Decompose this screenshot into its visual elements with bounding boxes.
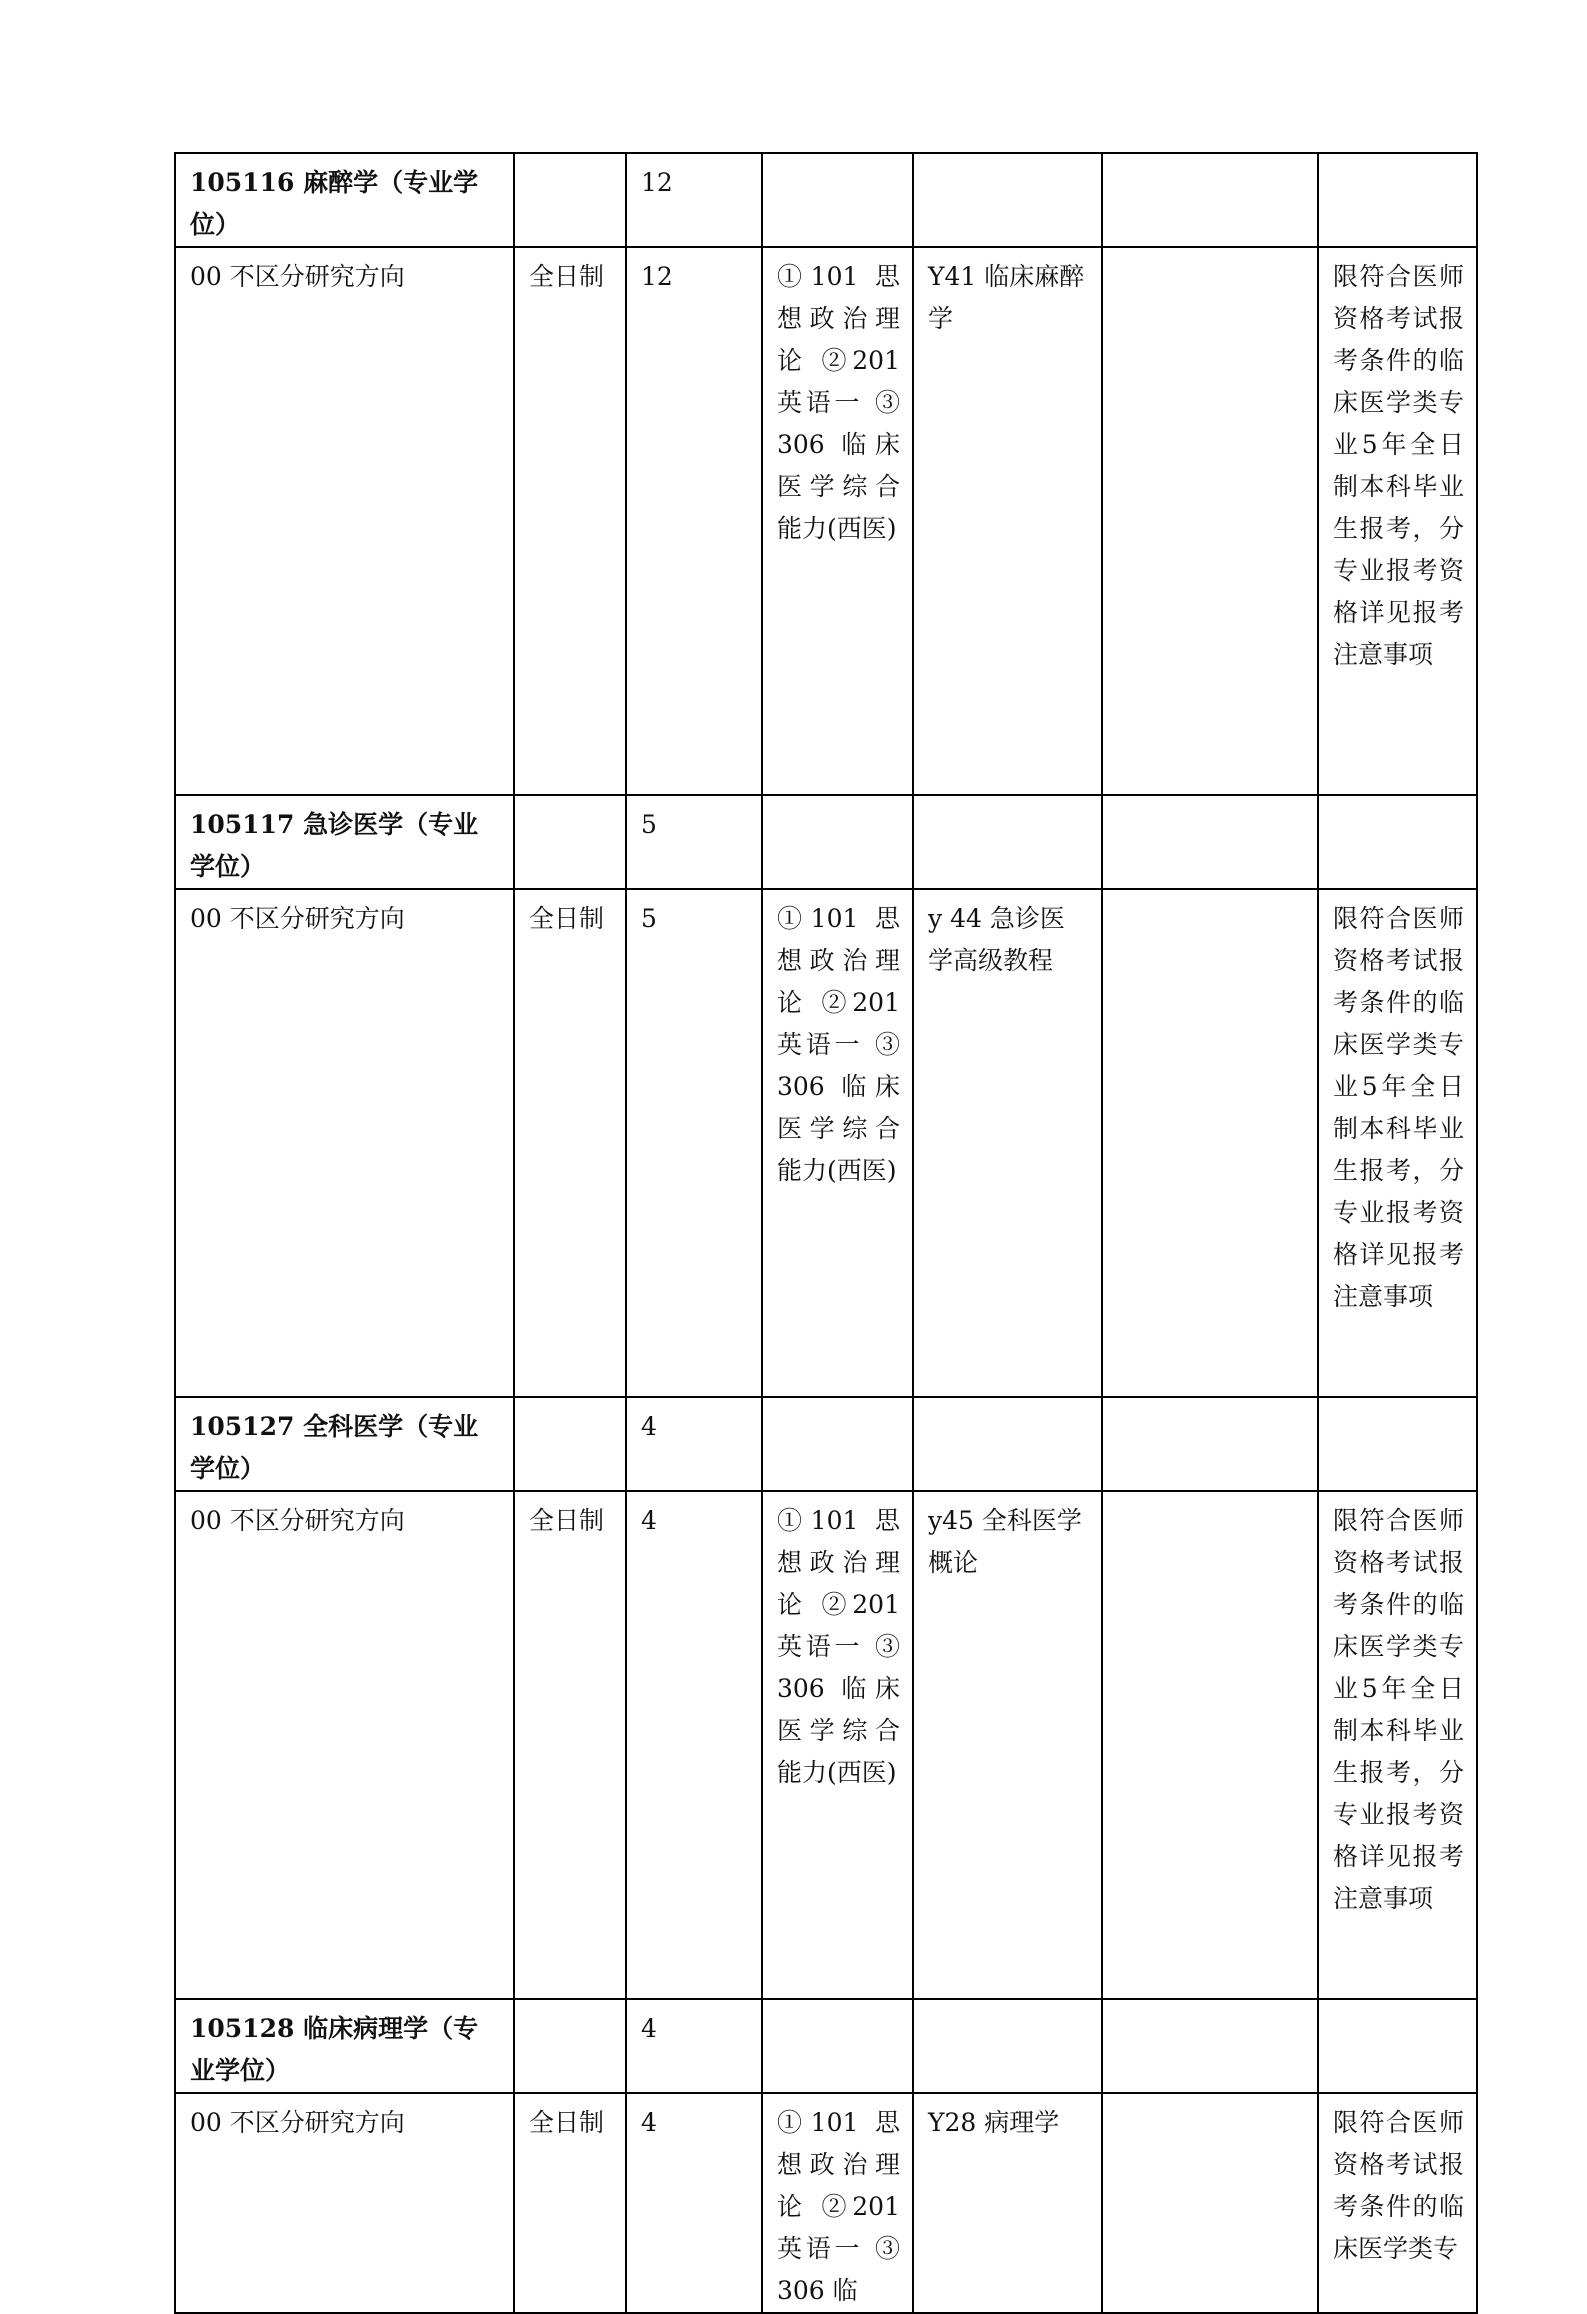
program-header-row — [175, 153, 1477, 247]
program-header-row — [175, 795, 1477, 889]
program-total: 4 — [626, 1999, 762, 2093]
empty-cell — [1102, 1999, 1318, 2093]
empty-cell — [514, 153, 626, 247]
extra-cell — [1102, 889, 1318, 1397]
reference-book: y 44 急诊医学高级教程 — [913, 889, 1102, 1397]
direction-row — [175, 889, 1477, 1397]
empty-cell — [1318, 153, 1477, 247]
study-mode: 全日制 — [514, 1491, 626, 1999]
empty-cell — [1102, 1397, 1318, 1491]
program-total: 12 — [626, 153, 762, 247]
program-total: 5 — [626, 795, 762, 889]
exam-subjects: ①101 思想政治理论 ②201 英语一 ③306 临床医学综合能力(西医) — [762, 1491, 913, 1999]
empty-cell — [913, 1397, 1102, 1491]
empty-cell — [1102, 153, 1318, 247]
empty-cell — [1318, 1999, 1477, 2093]
empty-cell — [514, 1397, 626, 1491]
empty-cell — [913, 1999, 1102, 2093]
extra-cell — [1102, 1491, 1318, 1999]
empty-cell — [1318, 795, 1477, 889]
quota: 12 — [626, 247, 762, 795]
program-name: 105127 全科医学（专业学位） — [175, 1397, 514, 1491]
direction-name: 00 不区分研究方向 — [175, 247, 514, 795]
direction-name: 00 不区分研究方向 — [175, 1491, 514, 1999]
empty-cell — [1318, 1397, 1477, 1491]
quota: 4 — [626, 2093, 762, 2313]
program-total: 4 — [626, 1397, 762, 1491]
empty-cell — [1102, 795, 1318, 889]
direction-name: 00 不区分研究方向 — [175, 889, 514, 1397]
empty-cell — [762, 1397, 913, 1491]
direction-row — [175, 247, 1477, 795]
remarks: 限符合医师资格考试报考条件的临床医学类专业5年全日制本科毕业生报考，分专业报考资格详见报考注意事项 — [1318, 889, 1477, 1397]
reference-book: Y28 病理学 — [913, 2093, 1102, 2313]
quota: 4 — [626, 1491, 762, 1999]
direction-name: 00 不区分研究方向 — [175, 2093, 514, 2313]
exam-subjects: ①101 思想政治理论 ②201 英语一 ③306 临床医学综合能力(西医) — [762, 247, 913, 795]
admissions-table — [174, 152, 1478, 2314]
empty-cell — [514, 795, 626, 889]
exam-subjects: ①101 思想政治理论 ②201 英语一 ③306 临床医学综合能力(西医) — [762, 889, 913, 1397]
extra-cell — [1102, 247, 1318, 795]
empty-cell — [913, 795, 1102, 889]
remarks: 限符合医师资格考试报考条件的临床医学类专业5年全日制本科毕业生报考，分专业报考资格详见报考注意事项 — [1318, 1491, 1477, 1999]
remarks: 限符合医师资格考试报考条件的临床医学类专 — [1318, 2093, 1477, 2313]
program-name: 105116 麻醉学（专业学位） — [175, 153, 514, 247]
reference-book: Y41 临床麻醉学 — [913, 247, 1102, 795]
empty-cell — [762, 795, 913, 889]
program-name: 105117 急诊医学（专业学位） — [175, 795, 514, 889]
study-mode: 全日制 — [514, 2093, 626, 2313]
program-header-row — [175, 1397, 1477, 1491]
empty-cell — [762, 1999, 913, 2093]
empty-cell — [762, 153, 913, 247]
study-mode: 全日制 — [514, 247, 626, 795]
program-header-row — [175, 1999, 1477, 2093]
reference-book: y45 全科医学概论 — [913, 1491, 1102, 1999]
remarks: 限符合医师资格考试报考条件的临床医学类专业5年全日制本科毕业生报考，分专业报考资格详见报考注意事项 — [1318, 247, 1477, 795]
empty-cell — [913, 153, 1102, 247]
quota: 5 — [626, 889, 762, 1397]
empty-cell — [514, 1999, 626, 2093]
program-name: 105128 临床病理学（专业学位） — [175, 1999, 514, 2093]
extra-cell — [1102, 2093, 1318, 2313]
direction-row — [175, 1491, 1477, 1999]
direction-row — [175, 2093, 1477, 2313]
exam-subjects: ①101 思想政治理论 ②201 英语一 ③306 临 — [762, 2093, 913, 2313]
study-mode: 全日制 — [514, 889, 626, 1397]
